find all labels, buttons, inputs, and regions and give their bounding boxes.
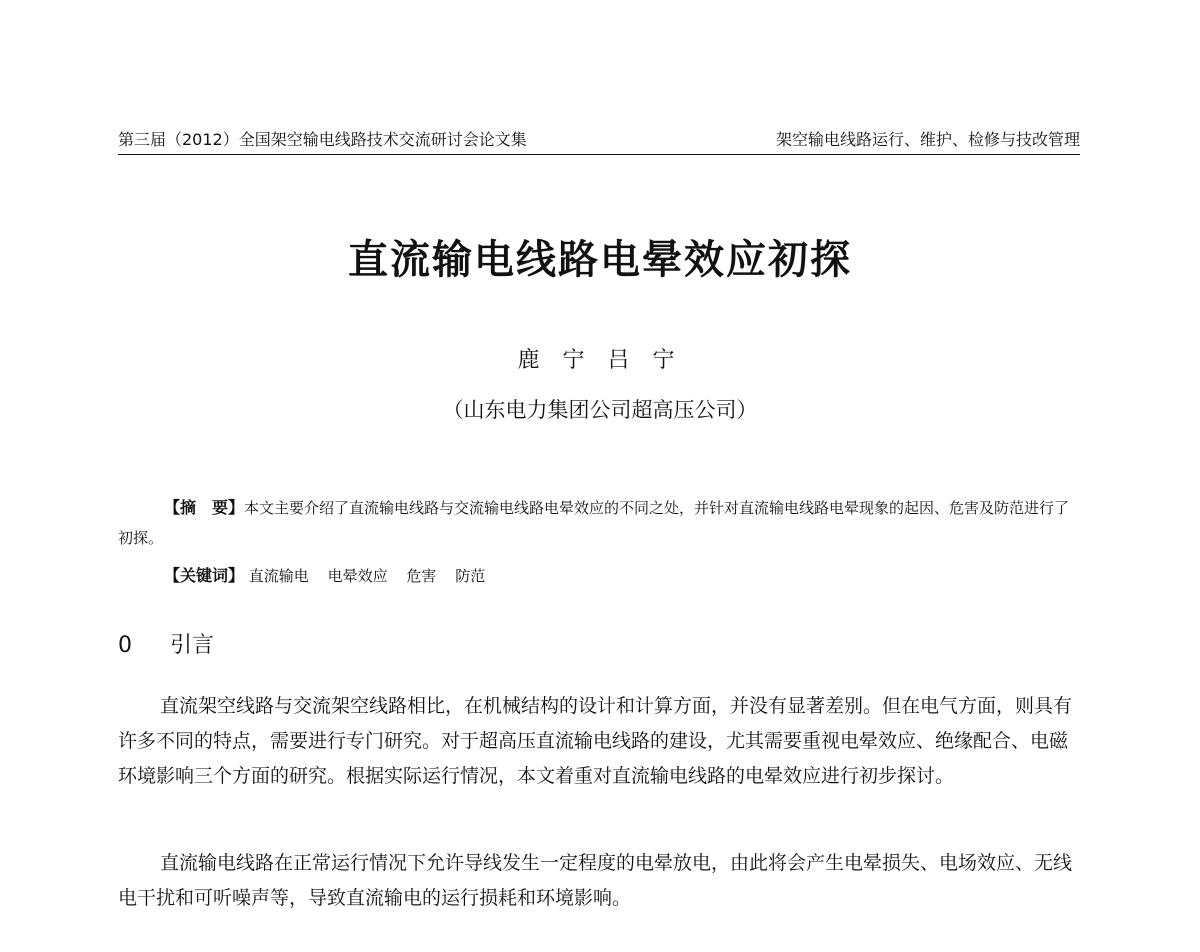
- running-header-proceedings: 第三届（2012）全国架空输电线路技术交流研讨会论文集: [118, 130, 527, 149]
- paper-title: 直流输电线路电晕效应初探: [348, 237, 852, 283]
- running-header-section: 架空输电线路运行、维护、检修与技改管理: [775, 130, 1080, 149]
- section-number: 0: [118, 633, 132, 658]
- abstract-label: 【摘 要】: [164, 498, 245, 517]
- paper-affiliation: （山东电力集团公司超高压公司）: [442, 398, 758, 422]
- running-header: [118, 126, 1080, 155]
- body-paragraph: 直流架空线路与交流架空线路相比，在机械结构的设计和计算方面，并没有显著差别。但在电气方面，则具有许多不同的特点，需要进行专门研究。对于超高压直流输电线路的建设，尤其需要重视电晕效应、绝缘配合、电磁环境影响三个方面的研究。根据实际运行情况，本文着重对直流输电线路的电晕效应进行初步探讨。: [118, 695, 1073, 787]
- keyword: 电晕效应: [327, 567, 388, 585]
- keywords-label: 【关键词】: [164, 566, 245, 585]
- keywords: [164, 561, 1080, 591]
- abstract: [118, 493, 1080, 553]
- abstract-text: 本文主要介绍了直流输电线路与交流输电线路电晕效应的不同之处，并针对直流输电线路电晕现象的起因、危害及防范进行了初探。: [118, 499, 1070, 547]
- keyword: 防范: [455, 567, 486, 585]
- paper-authors: 鹿 宁 吕 宁: [517, 348, 683, 373]
- section-title: 引言: [170, 633, 215, 658]
- section-heading: [118, 630, 214, 662]
- keyword: 危害: [406, 567, 437, 585]
- body-paragraph: 直流输电线路在正常运行情况下允许导线发生一定程度的电晕放电，由此将会产生电晕损失、电场效应、无线电干扰和可听噪声等，导致直流输电的运行损耗和环境影响。: [118, 852, 1073, 909]
- keyword: 直流输电: [248, 567, 309, 585]
